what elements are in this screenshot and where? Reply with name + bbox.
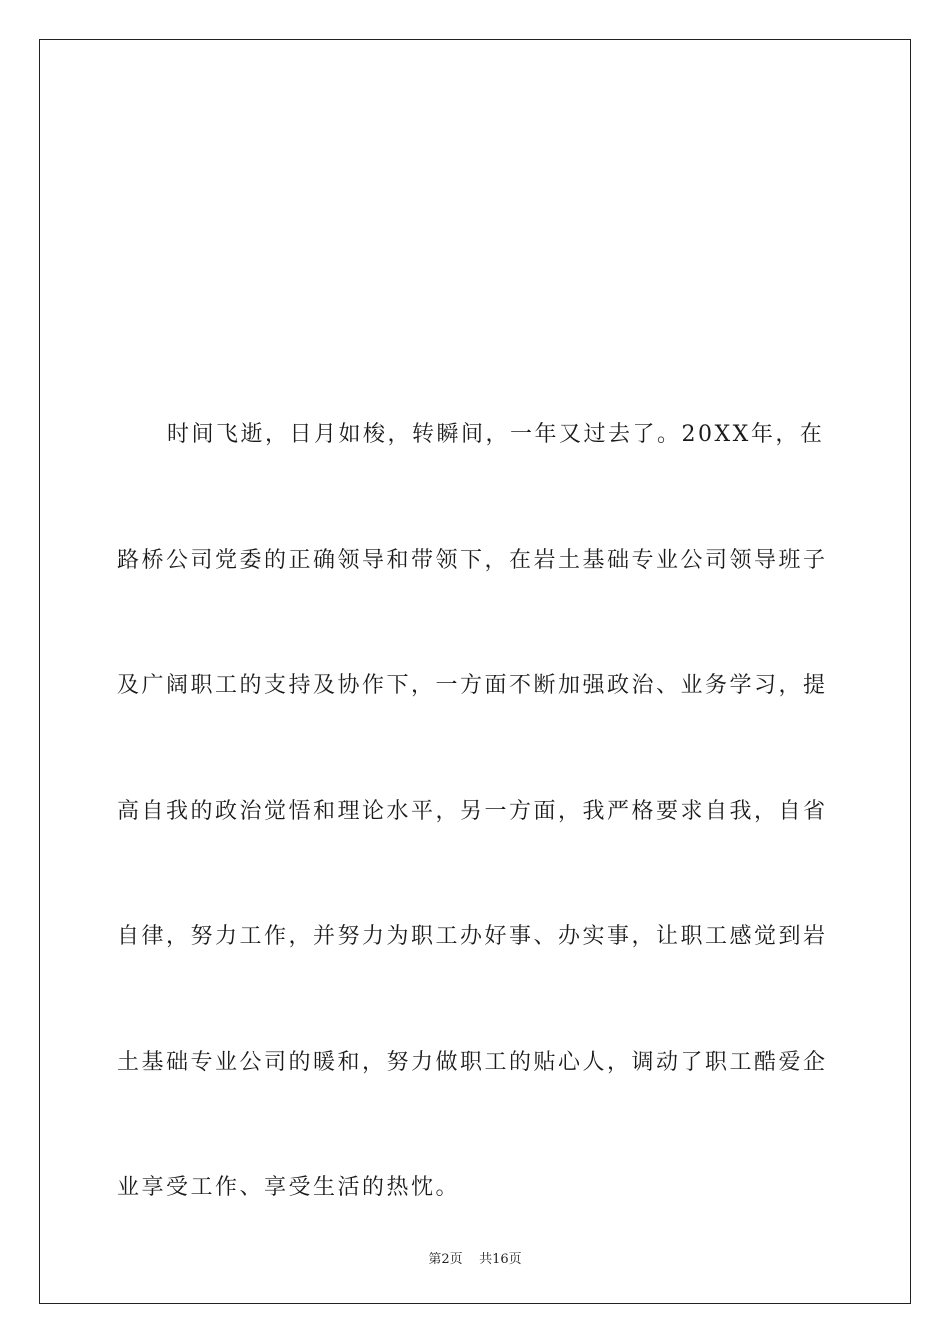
body-paragraph: 时间飞逝，日月如梭，转瞬间，一年又过去了。20XX年，在路桥公司党委的正确领导和带领下，在岩土基础专业公司领导班子及广阔职工的支持及协作下，一方面不断加强政治、业务学习，提高自我的政治觉悟和理论水平，另一方面，我严格要求自我，自省自律，努力工作，并努力为职工办好事、办实事，让职工感觉到岩土基础专业公司的暖和，努力做职工的贴心人，调动了职工酷爱企业享受工作、享受生活的热忱。 <box>117 422 828 1200</box>
page-footer <box>0 1248 950 1267</box>
total-pages: 共16页 <box>479 1252 522 1267</box>
page-number: 第2页 <box>428 1252 463 1267</box>
